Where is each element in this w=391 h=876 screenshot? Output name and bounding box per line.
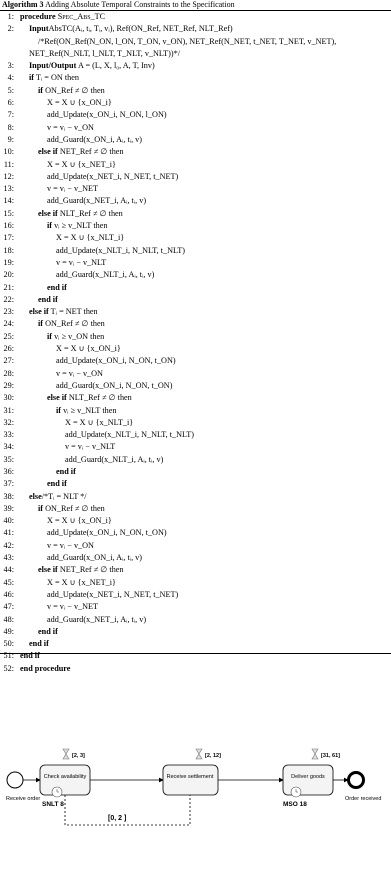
line-number: 36: <box>3 466 14 476</box>
line-number: 3: <box>7 61 14 71</box>
algorithm-line <box>0 478 391 490</box>
line-text <box>47 527 167 539</box>
algorithm-line <box>0 318 391 330</box>
algorithm-line <box>0 85 391 97</box>
process-diagram-svg <box>0 740 391 830</box>
line-number: 4: <box>7 73 14 83</box>
statement: add_Update(x_ON_i, N_ON, l_ON) <box>47 110 167 120</box>
line-text <box>56 269 154 281</box>
line-text <box>56 232 124 244</box>
hourglass-icon <box>312 749 318 759</box>
line-text <box>47 331 104 343</box>
line-number: 23: <box>3 307 14 317</box>
statement: ON_Ref ≠ ∅ then <box>43 85 105 95</box>
line-number: 38: <box>3 491 14 501</box>
algorithm-line <box>0 663 391 675</box>
line-number: 42: <box>3 540 14 550</box>
algorithm-title: Adding Absolute Temporal Constraints to the Specification <box>45 0 235 9</box>
line-number: 16: <box>3 221 14 231</box>
statement: add_Guard(x_NET_i, Aᵢ, tᵢ, v) <box>47 614 147 624</box>
line-number: 47: <box>3 602 14 612</box>
algorithm-line <box>0 306 391 318</box>
line-number: 14: <box>3 196 14 206</box>
line-text <box>56 245 185 257</box>
line-number: 24: <box>3 319 14 329</box>
line-number: 1: <box>7 12 14 21</box>
statement: X = X ∪ {x_ON_i} <box>47 516 112 526</box>
line-text <box>47 97 112 109</box>
algorithm-line <box>0 466 391 478</box>
line-text <box>47 577 116 589</box>
line-text <box>56 380 172 392</box>
keyword: end procedure <box>20 663 71 673</box>
algorithm-line <box>0 146 391 158</box>
line-text <box>65 441 115 453</box>
algorithm-line <box>0 220 391 232</box>
algorithm-caption <box>0 0 391 9</box>
algorithm-line <box>0 36 391 48</box>
end-event <box>349 773 364 788</box>
line-text <box>47 171 178 183</box>
task-receive-settlement-label: Receive settlement <box>166 774 214 780</box>
algorithm-line <box>0 589 391 601</box>
line-text <box>29 72 79 84</box>
algorithm-line <box>0 11 391 23</box>
relative-constraint-label: [0, 2 ] <box>108 815 127 822</box>
keyword: end if <box>29 639 49 649</box>
statement: /*Ref(ON_Ref(N_ON, l_ON, T_ON, v_ON), NET_Ref(N_NET, t_NET, T_NET, v_NET), <box>38 36 337 46</box>
statement: X = X ∪ {x_NLT_i} <box>65 417 134 427</box>
keyword: end if <box>20 651 40 661</box>
line-number: 48: <box>3 614 14 624</box>
statement: X = X ∪ {x_NLT_i} <box>56 233 125 243</box>
algorithm-line <box>0 331 391 343</box>
keyword: else if <box>47 393 67 403</box>
algorithm-line <box>0 368 391 380</box>
algorithm-line <box>0 491 391 503</box>
statement: X = X ∪ {x_NET_i} <box>47 577 116 587</box>
keyword: if <box>38 85 44 95</box>
keyword: Input/Output <box>29 61 77 71</box>
line-text <box>47 134 142 146</box>
algorithm-line <box>0 441 391 453</box>
line-number: 26: <box>3 344 14 354</box>
task-check-availability <box>40 765 90 795</box>
hourglass-icon <box>63 749 69 759</box>
algorithm-line <box>0 269 391 281</box>
line-text <box>38 208 123 220</box>
timer-receive-settlement: [2, 12] <box>205 753 221 759</box>
line-number: 34: <box>3 442 14 452</box>
algorithm-line <box>0 614 391 626</box>
algorithm-line <box>0 232 391 244</box>
line-number: 32: <box>3 417 14 427</box>
line-text <box>47 601 98 613</box>
line-number: 7: <box>7 110 14 120</box>
algorithm-line <box>0 23 391 35</box>
line-number: 37: <box>3 479 14 489</box>
line-number: 27: <box>3 356 14 366</box>
line-text <box>29 306 98 318</box>
line-number: 35: <box>3 454 14 464</box>
line-text <box>47 478 67 490</box>
statement: Tᵢ = ON then <box>34 73 79 83</box>
statement: vᵢ ≥ v_NLT then <box>52 221 108 231</box>
line-number: 41: <box>3 528 14 538</box>
line-number: 21: <box>3 282 14 292</box>
line-text <box>38 85 105 97</box>
keyword: if <box>29 73 35 83</box>
line-number: 30: <box>3 393 14 403</box>
keyword: end if <box>47 479 67 489</box>
algorithm-line <box>0 72 391 84</box>
line-text <box>47 282 67 294</box>
keyword: if <box>47 331 53 341</box>
algorithm-line <box>0 355 391 367</box>
algorithm-line <box>0 183 391 195</box>
statement: add_Guard(x_NLT_i, Aᵢ, tᵢ, v) <box>56 270 155 280</box>
task-receive-settlement <box>163 765 218 795</box>
line-text <box>47 220 107 232</box>
algorithm-line <box>0 109 391 121</box>
statement: add_Update(x_NLT_i, N_NLT, t_NLT) <box>65 430 195 440</box>
statement: Spec_Abs_TC <box>55 12 106 21</box>
keyword: Input <box>29 24 49 34</box>
line-number: 40: <box>3 516 14 526</box>
line-text <box>47 195 146 207</box>
line-text <box>65 417 133 429</box>
algorithm-line <box>0 638 391 650</box>
statement: add_Update(x_ON_i, N_ON, t_ON) <box>56 356 176 366</box>
keyword: else if <box>38 147 58 157</box>
line-number: 11: <box>3 159 14 169</box>
line-text <box>47 589 178 601</box>
statement: AbsTC(Aᵢ, tᵢ, Tᵢ, vᵢ), Ref(ON_Ref, NET_Ref, NLT_Ref) <box>48 24 233 34</box>
line-text <box>29 491 87 503</box>
algorithm-label: Algorithm 3 <box>2 0 44 9</box>
line-text <box>29 48 180 60</box>
statement: X = X ∪ {x_ON_i} <box>56 344 121 354</box>
line-number: 5: <box>7 85 14 95</box>
relative-constraint-connector <box>65 795 190 825</box>
algorithm-line <box>0 245 391 257</box>
statement: add_Guard(x_ON_i, Aᵢ, tᵢ, v) <box>47 134 142 144</box>
line-text <box>47 183 98 195</box>
statement: v = vᵢ − v_ON <box>56 368 103 378</box>
keyword: procedure <box>20 12 56 21</box>
line-number: 8: <box>7 122 14 132</box>
task-deliver-goods <box>283 765 333 795</box>
algorithm-line <box>0 577 391 589</box>
line-number: 31: <box>3 405 14 415</box>
line-number: 45: <box>3 577 14 587</box>
line-number: 6: <box>7 98 14 108</box>
statement: v = vᵢ − v_ON <box>47 540 94 550</box>
algorithm-line <box>0 417 391 429</box>
line-text <box>38 318 105 330</box>
line-text <box>47 552 142 564</box>
statement: add_Guard(x_ON_i, N_ON, t_ON) <box>56 380 173 390</box>
end-label: Order received <box>345 796 382 802</box>
tag-deliver-goods: MSO 18 <box>283 801 307 808</box>
keyword: if <box>47 221 53 231</box>
algorithm-line <box>0 257 391 269</box>
line-number: 51: <box>3 651 14 661</box>
algorithm-line <box>0 134 391 146</box>
algorithm-line <box>0 626 391 638</box>
line-number: 10: <box>3 147 14 157</box>
line-number: 44: <box>3 565 14 575</box>
algorithm-line <box>0 515 391 527</box>
keyword: end if <box>56 466 76 476</box>
algorithm-line <box>0 97 391 109</box>
keyword: end if <box>38 294 58 304</box>
keyword: else if <box>29 307 49 317</box>
start-label: Receive order <box>6 796 41 802</box>
statement: v = vᵢ − v_NLT <box>56 257 107 267</box>
keyword: else <box>29 491 42 501</box>
algorithm-line <box>0 171 391 183</box>
line-number: 28: <box>3 368 14 378</box>
algorithm-line <box>0 195 391 207</box>
line-number: 18: <box>3 245 14 255</box>
statement: v = vᵢ − v_NET <box>47 184 99 194</box>
line-text <box>20 663 70 675</box>
line-text <box>56 466 76 478</box>
line-text <box>56 355 176 367</box>
line-number: 46: <box>3 589 14 599</box>
line-number: 33: <box>3 430 14 440</box>
statement: add_Update(x_NET_i, N_NET, t_NET) <box>47 171 179 181</box>
keyword: end if <box>47 282 67 292</box>
keyword: else if <box>38 208 58 218</box>
start-event <box>7 772 23 788</box>
statement: X = X ∪ {x_ON_i} <box>47 98 112 108</box>
keyword: if <box>38 319 44 329</box>
keyword: if <box>56 405 62 415</box>
line-text <box>38 294 58 306</box>
line-text <box>38 146 124 158</box>
algorithm-line <box>0 429 391 441</box>
algorithm-bottom-rule <box>0 653 391 654</box>
line-number: 15: <box>3 208 14 218</box>
algorithm-line <box>0 60 391 72</box>
task-check-availability-label: Check availability <box>43 774 87 780</box>
process-diagram <box>0 740 391 830</box>
statement: NET_Ref(N_NLT, l_NLT, T_NLT, v_NLT))*/ <box>29 48 180 58</box>
statement: add_Guard(x_NET_i, Aᵢ, tᵢ, v) <box>47 196 147 206</box>
statement: add_Update(x_ON_i, N_ON, t_ON) <box>47 528 167 538</box>
line-number: 2: <box>7 24 14 34</box>
line-text <box>20 11 105 23</box>
line-text <box>38 503 105 515</box>
keyword: end if <box>38 626 58 636</box>
algorithm-line <box>0 343 391 355</box>
line-number: 50: <box>3 639 14 649</box>
line-number: 43: <box>3 553 14 563</box>
line-text <box>47 515 112 527</box>
line-text <box>56 368 103 380</box>
statement: vᵢ ≥ v_NLT then <box>61 405 117 415</box>
line-number: 25: <box>3 331 14 341</box>
statement: add_Guard(x_NLT_i, Aᵢ, tᵢ, v) <box>65 454 164 464</box>
statement: add_Update(x_NET_i, N_NET, t_NET) <box>47 589 179 599</box>
statement: /*Tᵢ = NLT */ <box>41 491 87 501</box>
algorithm-line <box>0 552 391 564</box>
line-text <box>56 257 106 269</box>
line-text <box>29 638 49 650</box>
algorithm-line <box>0 392 391 404</box>
algorithm-line <box>0 454 391 466</box>
statement: NET_Ref ≠ ∅ then <box>57 147 124 157</box>
clock-icon <box>52 787 62 797</box>
line-number: 19: <box>3 257 14 267</box>
statement: X = X ∪ {x_NET_i} <box>47 159 116 169</box>
line-text <box>47 614 146 626</box>
statement: Tᵢ = NET then <box>48 307 98 317</box>
statement: v = vᵢ − v_ON <box>47 122 94 132</box>
line-text <box>29 60 155 72</box>
algorithm-line <box>0 601 391 613</box>
statement: v = vᵢ − v_NET <box>47 602 99 612</box>
statement: add_Update(x_NLT_i, N_NLT, t_NLT) <box>56 245 186 255</box>
keyword: if <box>38 503 44 513</box>
clock-icon <box>291 787 301 797</box>
algorithm-line <box>0 405 391 417</box>
line-text <box>47 392 132 404</box>
line-number: 9: <box>7 134 14 144</box>
line-text <box>29 23 233 35</box>
task-deliver-goods-label: Deliver goods <box>291 774 325 780</box>
line-text <box>38 564 124 576</box>
line-number: 22: <box>3 294 14 304</box>
tag-check-availability: SNLT 8 <box>42 801 64 808</box>
statement: A = (L, X, l₀, A, T, Inv) <box>76 61 155 71</box>
keyword: else if <box>38 565 58 575</box>
algorithm-line <box>0 48 391 60</box>
statement: ON_Ref ≠ ∅ then <box>43 319 105 329</box>
line-number: 29: <box>3 380 14 390</box>
line-number: 12: <box>3 171 14 181</box>
line-text <box>47 109 167 121</box>
statement: NLT_Ref ≠ ∅ then <box>66 393 132 403</box>
algorithm-line <box>0 122 391 134</box>
line-number: 17: <box>3 233 14 243</box>
statement: NLT_Ref ≠ ∅ then <box>57 208 123 218</box>
statement: add_Guard(x_ON_i, Aᵢ, tᵢ, v) <box>47 553 142 563</box>
line-text <box>56 405 116 417</box>
algorithm-line <box>0 380 391 392</box>
algorithm-line <box>0 564 391 576</box>
algorithm-line <box>0 282 391 294</box>
line-text <box>47 159 116 171</box>
hourglass-icon <box>196 749 202 759</box>
statement: v = vᵢ − v_NLT <box>65 442 116 452</box>
algorithm-lines <box>0 11 391 675</box>
line-number: 49: <box>3 626 14 636</box>
timer-check-availability: [2, 3] <box>72 753 85 759</box>
line-text <box>38 626 58 638</box>
line-text <box>56 343 121 355</box>
line-text <box>65 454 163 466</box>
line-number: 20: <box>3 270 14 280</box>
algorithm-line <box>0 503 391 515</box>
algorithm-line <box>0 294 391 306</box>
line-text <box>38 36 336 48</box>
statement: ON_Ref ≠ ∅ then <box>43 503 105 513</box>
algorithm-line <box>0 527 391 539</box>
line-number: 52: <box>3 663 14 673</box>
algorithm-line <box>0 208 391 220</box>
algorithm-line <box>0 540 391 552</box>
line-number: 39: <box>3 503 14 513</box>
timer-deliver-goods: [31, 61] <box>321 753 340 759</box>
algorithm-line <box>0 159 391 171</box>
statement: NET_Ref ≠ ∅ then <box>57 565 124 575</box>
line-text <box>65 429 194 441</box>
line-text <box>47 540 94 552</box>
line-number: 13: <box>3 184 14 194</box>
line-text <box>47 122 94 134</box>
statement: vᵢ ≥ v_ON then <box>52 331 105 341</box>
